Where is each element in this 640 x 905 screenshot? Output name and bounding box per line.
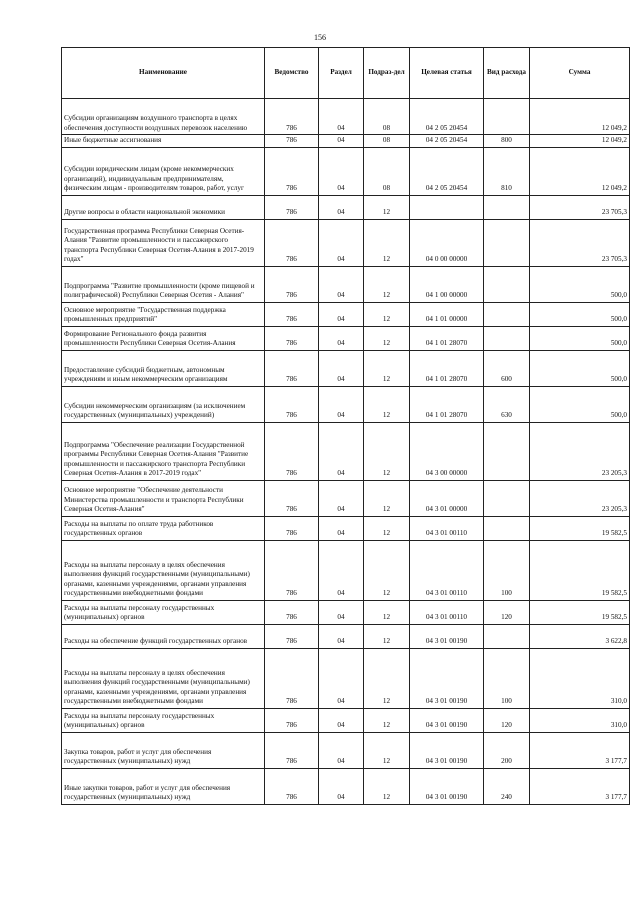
cell-razdel: 04 (319, 350, 364, 386)
cell-name: Основное мероприятие "Обеспечение деятельности Министерства промышленности и транспорта Республики Северная Осетия-Алания" (62, 480, 265, 516)
cell-razdel: 04 (319, 708, 364, 732)
cell-vedomstvo: 786 (265, 708, 319, 732)
cell-celevaya-statya: 04 3 01 00190 (410, 624, 484, 648)
cell-razdel: 04 (319, 422, 364, 480)
cell-summa: 19 582,5 (530, 540, 630, 600)
cell-summa: 12 049,2 (530, 147, 630, 195)
cell-name: Иные бюджетные ассигнования (62, 135, 265, 148)
cell-celevaya-statya: 04 3 01 00190 (410, 708, 484, 732)
cell-celevaya-statya: 04 0 00 00000 (410, 219, 484, 266)
cell-razdel: 04 (319, 302, 364, 326)
cell-name: Другие вопросы в области национальной экономики (62, 195, 265, 219)
cell-celevaya-statya: 04 3 01 00190 (410, 648, 484, 708)
cell-podrazdel: 12 (364, 386, 410, 422)
cell-vid-rashoda (484, 624, 530, 648)
budget-table (61, 47, 630, 805)
cell-vedomstvo: 786 (265, 147, 319, 195)
cell-celevaya-statya: 04 3 01 00110 (410, 516, 484, 540)
cell-razdel: 04 (319, 540, 364, 600)
cell-celevaya-statya: 04 3 00 00000 (410, 422, 484, 480)
cell-podrazdel: 12 (364, 326, 410, 350)
cell-vid-rashoda: 810 (484, 147, 530, 195)
cell-summa: 500,0 (530, 386, 630, 422)
table-body (62, 99, 630, 805)
cell-celevaya-statya: 04 3 01 00110 (410, 600, 484, 624)
cell-vedomstvo: 786 (265, 350, 319, 386)
cell-summa: 23 205,3 (530, 422, 630, 480)
cell-summa: 23 205,3 (530, 480, 630, 516)
cell-celevaya-statya: 04 1 00 00000 (410, 266, 484, 302)
cell-razdel: 04 (319, 266, 364, 302)
cell-name: Расходы на выплаты персоналу в целях обеспечения выполнения функций государственными (муниципальными) органами, казенными учреждениями, органами управления государственными внебюджетными фондами (62, 648, 265, 708)
cell-name: Расходы на выплаты по оплате труда работников государственных органов (62, 516, 265, 540)
cell-vedomstvo: 786 (265, 99, 319, 135)
cell-vid-rashoda: 200 (484, 732, 530, 768)
cell-podrazdel: 12 (364, 266, 410, 302)
cell-celevaya-statya: 04 2 05 20454 (410, 135, 484, 148)
cell-name: Формирование Регионального фонда развития промышленности Республики Северная Осетия-Алания (62, 326, 265, 350)
cell-vedomstvo: 786 (265, 195, 319, 219)
cell-vid-rashoda: 600 (484, 350, 530, 386)
cell-summa: 12 049,2 (530, 99, 630, 135)
column-header-razdel: Раздел (319, 48, 364, 99)
cell-podrazdel: 12 (364, 195, 410, 219)
cell-name: Субсидии организациям воздушного транспорта в целях обеспечения доступности воздушных перевозок населению (62, 99, 265, 135)
column-header-summa: Сумма (530, 48, 630, 99)
table-row (62, 768, 630, 804)
cell-vedomstvo: 786 (265, 516, 319, 540)
cell-razdel: 04 (319, 219, 364, 266)
cell-vid-rashoda (484, 516, 530, 540)
cell-podrazdel: 12 (364, 624, 410, 648)
cell-name: Государственная программа Республики Северная Осетия-Алания "Развитие промышленности и пассажирского транспорта Республики Северная Осетия-Алания в 2017-2019 годах" (62, 219, 265, 266)
cell-name: Субсидии юридическим лицам (кроме некоммерческих организаций), индивидуальным предпринимателям, физическим лицам - производителям товаров, работ, услуг (62, 147, 265, 195)
cell-vid-rashoda (484, 99, 530, 135)
cell-summa: 500,0 (530, 302, 630, 326)
cell-vedomstvo: 786 (265, 386, 319, 422)
table-row (62, 350, 630, 386)
cell-vedomstvo: 786 (265, 422, 319, 480)
cell-razdel: 04 (319, 99, 364, 135)
cell-summa: 23 705,3 (530, 195, 630, 219)
cell-razdel: 04 (319, 135, 364, 148)
column-header-celevaya-statya: Целевая статья (410, 48, 484, 99)
cell-vid-rashoda (484, 480, 530, 516)
cell-vedomstvo: 786 (265, 624, 319, 648)
cell-vid-rashoda: 120 (484, 708, 530, 732)
table-row (62, 386, 630, 422)
cell-vedomstvo: 786 (265, 326, 319, 350)
cell-name: Расходы на обеспечение функций государственных органов (62, 624, 265, 648)
table-row (62, 326, 630, 350)
cell-summa: 310,0 (530, 708, 630, 732)
table-header-row (62, 48, 630, 99)
column-header-podrazdel: Подраз-дел (364, 48, 410, 99)
cell-podrazdel: 12 (364, 480, 410, 516)
cell-celevaya-statya (410, 195, 484, 219)
cell-celevaya-statya: 04 1 01 28070 (410, 326, 484, 350)
cell-vid-rashoda: 100 (484, 648, 530, 708)
cell-summa: 19 582,5 (530, 600, 630, 624)
table-row (62, 732, 630, 768)
cell-razdel: 04 (319, 648, 364, 708)
cell-summa: 3 177,7 (530, 768, 630, 804)
cell-name: Расходы на выплаты персоналу в целях обеспечения выполнения функций государственными (муниципальными) органами, казенными учреждениями, органами управления государственными внебюджетными фондами (62, 540, 265, 600)
cell-vid-rashoda: 120 (484, 600, 530, 624)
cell-razdel: 04 (319, 326, 364, 350)
table-row (62, 624, 630, 648)
cell-razdel: 04 (319, 195, 364, 219)
cell-vid-rashoda (484, 195, 530, 219)
cell-name: Предоставление субсидий бюджетным, автономным учреждениям и иным некоммерческим организациям (62, 350, 265, 386)
cell-podrazdel: 12 (364, 648, 410, 708)
cell-celevaya-statya: 04 2 05 20454 (410, 99, 484, 135)
cell-razdel: 04 (319, 624, 364, 648)
table-row (62, 147, 630, 195)
cell-celevaya-statya: 04 2 05 20454 (410, 147, 484, 195)
cell-podrazdel: 12 (364, 768, 410, 804)
cell-vedomstvo: 786 (265, 732, 319, 768)
cell-vedomstvo: 786 (265, 219, 319, 266)
cell-vid-rashoda: 630 (484, 386, 530, 422)
cell-celevaya-statya: 04 1 01 00000 (410, 302, 484, 326)
cell-razdel: 04 (319, 600, 364, 624)
cell-vid-rashoda (484, 326, 530, 350)
table-row (62, 302, 630, 326)
table-row (62, 708, 630, 732)
cell-vedomstvo: 786 (265, 768, 319, 804)
cell-vid-rashoda (484, 219, 530, 266)
table-row (62, 600, 630, 624)
column-header-vid-rashoda: Вид расхода (484, 48, 530, 99)
cell-razdel: 04 (319, 768, 364, 804)
cell-celevaya-statya: 04 3 01 00110 (410, 540, 484, 600)
cell-podrazdel: 08 (364, 147, 410, 195)
table-row (62, 480, 630, 516)
cell-name: Субсидии некоммерческим организациям (за исключением государственных (муниципальных) учреждений) (62, 386, 265, 422)
cell-summa: 3 177,7 (530, 732, 630, 768)
cell-podrazdel: 08 (364, 99, 410, 135)
cell-summa: 500,0 (530, 266, 630, 302)
cell-celevaya-statya: 04 3 01 00190 (410, 732, 484, 768)
table-row (62, 99, 630, 135)
cell-vid-rashoda (484, 266, 530, 302)
cell-podrazdel: 12 (364, 600, 410, 624)
table-row (62, 219, 630, 266)
page-number: 156 (314, 33, 326, 42)
cell-razdel: 04 (319, 516, 364, 540)
cell-vid-rashoda (484, 302, 530, 326)
cell-summa: 500,0 (530, 350, 630, 386)
cell-podrazdel: 12 (364, 732, 410, 768)
table-row (62, 195, 630, 219)
cell-vid-rashoda: 800 (484, 135, 530, 148)
column-header-name: Наименование (62, 48, 265, 99)
cell-vedomstvo: 786 (265, 302, 319, 326)
cell-podrazdel: 08 (364, 135, 410, 148)
cell-celevaya-statya: 04 3 01 00000 (410, 480, 484, 516)
table-row (62, 135, 630, 148)
cell-vid-rashoda: 240 (484, 768, 530, 804)
cell-razdel: 04 (319, 480, 364, 516)
cell-summa: 12 049,2 (530, 135, 630, 148)
cell-summa: 19 582,5 (530, 516, 630, 540)
cell-podrazdel: 12 (364, 516, 410, 540)
cell-podrazdel: 12 (364, 302, 410, 326)
cell-razdel: 04 (319, 147, 364, 195)
cell-summa: 500,0 (530, 326, 630, 350)
table-row (62, 422, 630, 480)
cell-name: Закупка товаров, работ и услуг для обеспечения государственных (муниципальных) нужд (62, 732, 265, 768)
cell-vedomstvo: 786 (265, 600, 319, 624)
cell-celevaya-statya: 04 3 01 00190 (410, 768, 484, 804)
cell-podrazdel: 12 (364, 219, 410, 266)
cell-vedomstvo: 786 (265, 540, 319, 600)
table-row (62, 516, 630, 540)
table-row (62, 540, 630, 600)
cell-name: Расходы на выплаты персоналу государственных (муниципальных) органов (62, 600, 265, 624)
cell-vedomstvo: 786 (265, 135, 319, 148)
table-row (62, 266, 630, 302)
cell-razdel: 04 (319, 732, 364, 768)
cell-celevaya-statya: 04 1 01 28070 (410, 386, 484, 422)
table-row (62, 648, 630, 708)
cell-summa: 3 622,8 (530, 624, 630, 648)
cell-celevaya-statya: 04 1 01 28070 (410, 350, 484, 386)
cell-vid-rashoda: 100 (484, 540, 530, 600)
cell-podrazdel: 12 (364, 540, 410, 600)
cell-podrazdel: 12 (364, 422, 410, 480)
cell-vedomstvo: 786 (265, 266, 319, 302)
cell-vedomstvo: 786 (265, 480, 319, 516)
cell-summa: 23 705,3 (530, 219, 630, 266)
cell-podrazdel: 12 (364, 350, 410, 386)
cell-name: Иные закупки товаров, работ и услуг для обеспечения государственных (муниципальных) нужд (62, 768, 265, 804)
cell-summa: 310,0 (530, 648, 630, 708)
cell-razdel: 04 (319, 386, 364, 422)
column-header-vedomstvo: Ведомство (265, 48, 319, 99)
cell-name: Основное мероприятие "Государственная поддержка промышленных предприятий" (62, 302, 265, 326)
cell-name: Расходы на выплаты персоналу государственных (муниципальных) органов (62, 708, 265, 732)
cell-vedomstvo: 786 (265, 648, 319, 708)
cell-vid-rashoda (484, 422, 530, 480)
cell-name: Подпрограмма "Обеспечение реализации Государственной программы Республики Северная Осетия-Алания "Развитие промышленности и пассажирского транспорта Республики Северная Осетия-Алания в 2017-2019 годах" (62, 422, 265, 480)
cell-name: Подпрограмма "Развитие промышленности (кроме пищевой и полиграфической) Республики Северная Осетия - Алания" (62, 266, 265, 302)
cell-podrazdel: 12 (364, 708, 410, 732)
